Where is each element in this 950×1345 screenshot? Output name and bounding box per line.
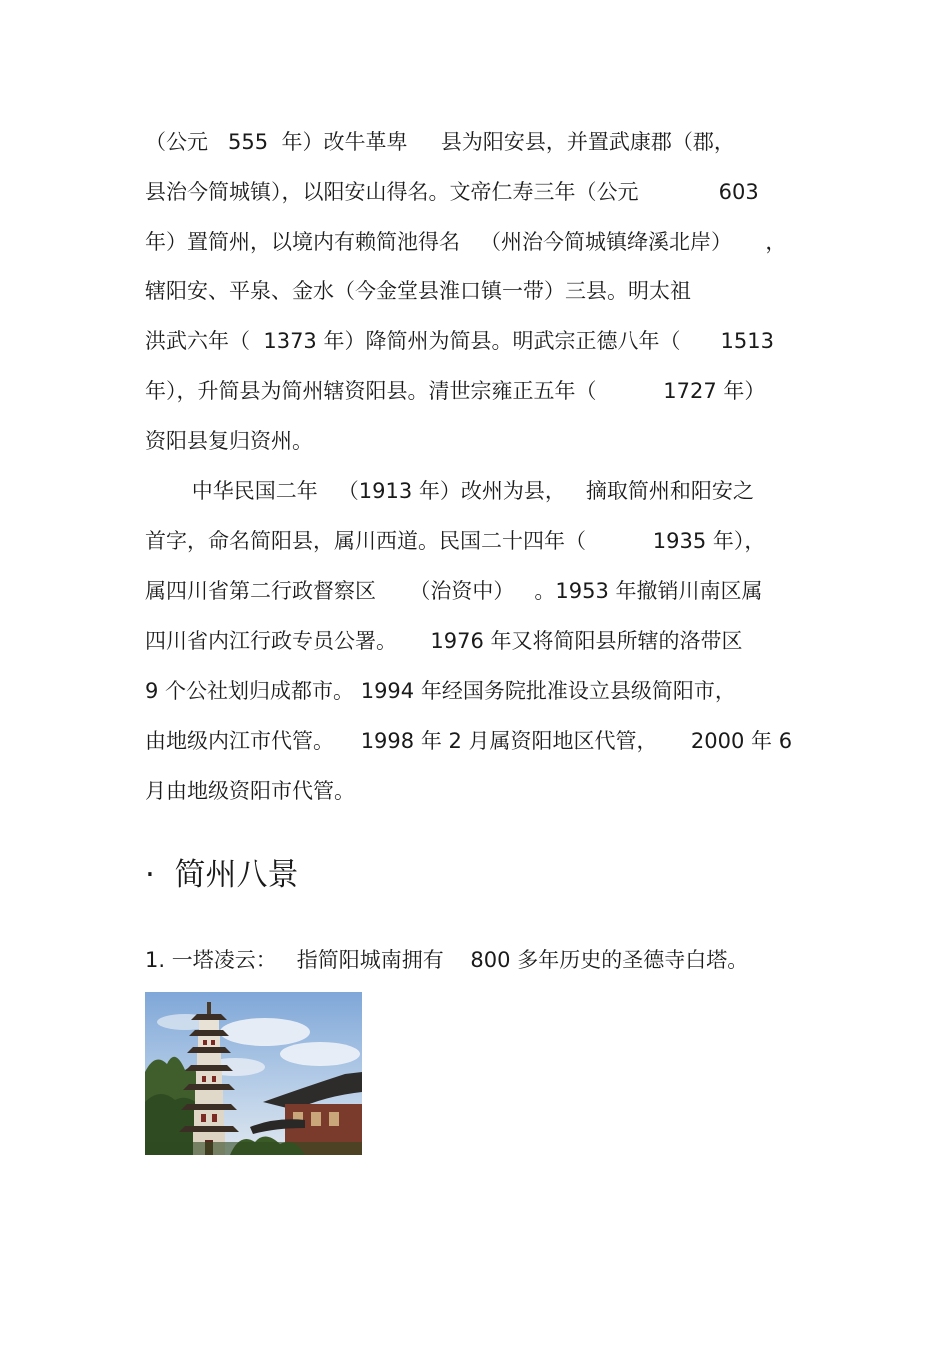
text-line: （公元 555 年）改牛革卑 县为阳安县，并置武康郡（郡， [145,130,735,154]
text-line: 由地级内江市代管。 1998 年 2 月属资阳地区代管， 2000 年 6 [145,729,793,753]
text-line: 资阳县复归资州。 [145,429,313,453]
section-heading: · 简州八景 [145,857,299,893]
text-line: 月由地级资阳市代管。 [145,779,355,803]
text-line: 四川省内江行政专员公署。 1976 年又将简阳县所辖的洛带区 [145,629,743,653]
text-line: 辖阳安、平泉、金水（今金堂县淮口镇一带）三县。明太祖 [145,279,691,303]
scenic-item-1: 1. 一塔凌云： 指简阳城南拥有 800 多年历史的圣德寺白塔。 [145,948,749,972]
text-line: 洪武六年（ 1373 年）降简州为简县。明武宗正德八年（ 1513 [145,329,774,353]
text-line: 首字，命名简阳县，属川西道。民国二十四年（ 1935 年）， [145,529,766,553]
text-line: 年），升简县为简州辖资阳县。清世宗雍正五年（ 1727 年） [145,379,766,403]
text-line: 年）置简州，以境内有赖简池得名 （州治今简城镇绛溪北岸） ， [145,230,787,254]
text-line: 9 个公社划归成都市。 1994 年经国务院批准设立县级简阳市， [145,679,736,703]
text-line: 县治今简城镇），以阳安山得名。文帝仁寿三年（公元 603 [145,180,759,204]
text-line: 属四川省第二行政督察区 （治资中） 。1953 年撤销川南区属 [145,579,763,603]
text-line: 中华民国二年 （1913 年）改州为县， 摘取简州和阳安之 [145,479,754,503]
pagoda-photo [145,992,362,1155]
